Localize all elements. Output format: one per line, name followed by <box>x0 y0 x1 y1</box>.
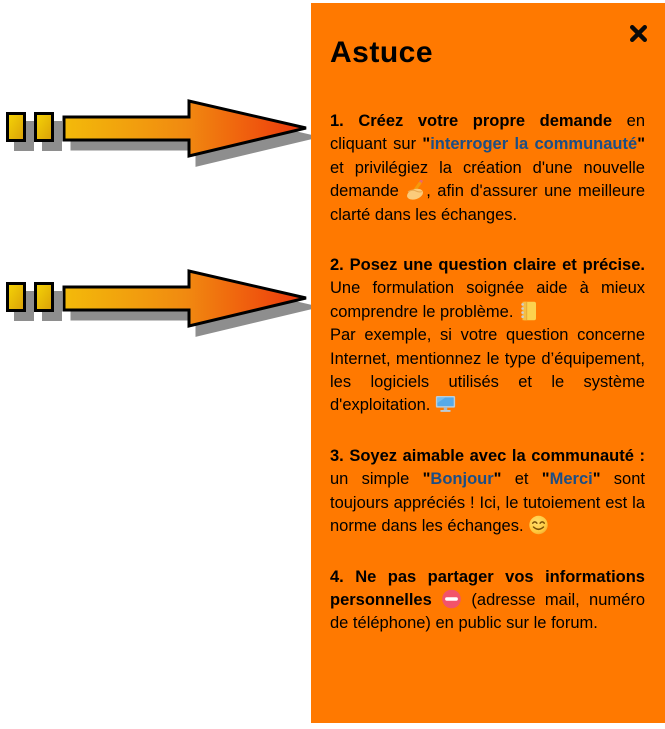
arrow-graphic-1 <box>0 99 320 171</box>
desktop-computer-icon <box>435 394 456 414</box>
smiling-face-icon <box>528 515 549 535</box>
no-entry-icon <box>441 589 462 609</box>
tip-text-run: 4. Ne pas partager vos informations personnelles <box>330 567 645 609</box>
tip-text-run: (adresse mail, numéro de téléphone) en public sur le forum. <box>330 590 645 633</box>
tip-text-run: Par exemple, si votre question concerne Internet, mentionnez le type d’équipement, les logiciels utilisés et le système d'exploitation. <box>330 326 645 415</box>
tip-text-run: " <box>637 135 646 154</box>
tip-text-run: " <box>592 470 601 489</box>
ledger-icon <box>518 301 539 321</box>
tip-text-run: 3. Soyez aimable avec la communauté : <box>330 446 645 465</box>
tip-paragraph <box>330 254 645 418</box>
tip-text-run: Bonjour <box>430 470 494 489</box>
tip-text-run: sont toujours appréciés ! Ici, le tutoiement est la norme dans les échanges. <box>330 470 645 536</box>
tip-paragraph <box>330 110 645 227</box>
close-button[interactable] <box>627 22 649 44</box>
writing-hand-icon <box>405 180 426 200</box>
tip-text-run <box>432 591 441 609</box>
close-icon <box>630 25 647 42</box>
tip-text-run: et <box>501 470 542 489</box>
tip-text-run: , afin d'assurer une meilleure clarté dans les échanges. <box>330 182 646 224</box>
tip-text-run: 1. Créez votre propre demande <box>330 112 613 130</box>
tip-paragraph <box>330 566 645 636</box>
tip-text-run: Merci <box>549 470 593 489</box>
tip-text-run: " <box>422 470 431 489</box>
tip-text-run: " <box>493 470 502 489</box>
tips <box>330 110 645 636</box>
tip-text-run: 2. Posez une question claire et précise. <box>330 256 645 275</box>
tip-text-run: Une formulation soignée aide à mieux comprendre le problème. <box>330 279 645 321</box>
tip-panel <box>311 3 665 723</box>
tip-text-run: et privilégiez la création d'une nouvelle demande <box>330 158 645 201</box>
arrow-icon <box>0 269 320 341</box>
tip-text-run: interroger la communauté <box>430 135 638 154</box>
tip-text-run: " <box>541 470 550 489</box>
arrow-icon <box>0 99 320 171</box>
page-title: Astuce <box>330 36 434 69</box>
arrow-graphic-2 <box>0 269 320 341</box>
tip-text-run: " <box>422 135 431 154</box>
tip-paragraph <box>330 445 645 539</box>
tip-text-run: en cliquant sur <box>330 112 646 154</box>
tip-text-run: un simple <box>330 470 423 489</box>
